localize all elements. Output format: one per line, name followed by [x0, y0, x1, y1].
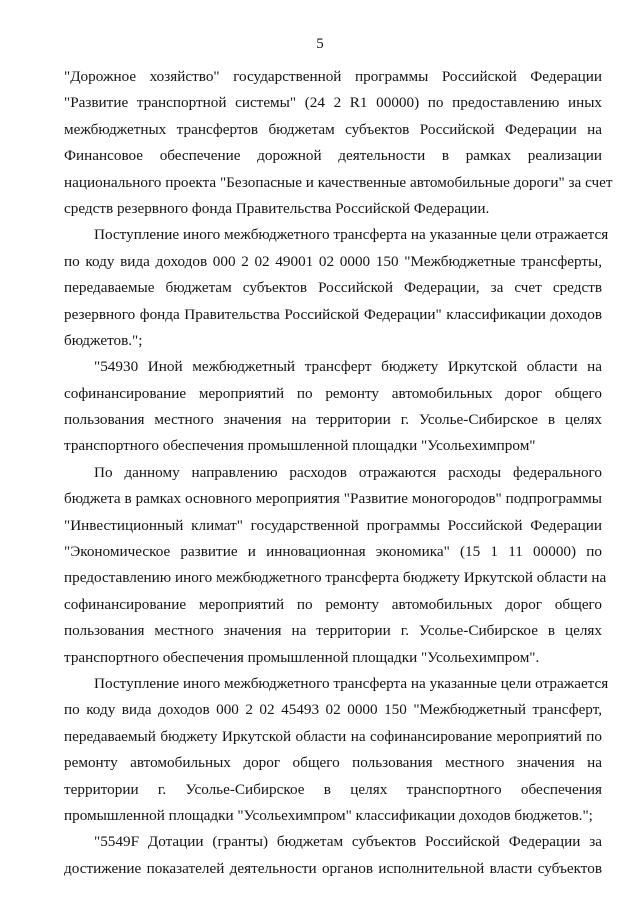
text-line: пользования местного значения на территории г. Усолье-Сибирское в целях — [64, 622, 602, 640]
text-line: передаваемый бюджету Иркутской области на софинансирование мероприятий по — [64, 727, 602, 745]
text-line: транспортного обеспечения промышленной площадки "Усольехимпром" — [64, 437, 536, 455]
text-line: промышленной площадки "Усольехимпром" классификации доходов бюджетов."; — [64, 806, 593, 824]
text-line: межбюджетных трансфертов бюджетам субъектов Российской Федерации на — [64, 120, 602, 138]
text-line: бюджетов."; — [64, 331, 143, 349]
text-line: пользования местного значения на территории г. Усолье-Сибирское в целях — [64, 411, 602, 429]
text-line: "Дорожное хозяйство" государственной программы Российской Федерации — [64, 68, 602, 85]
text-line: По данному направлению расходов отражаются расходы федерального — [94, 463, 602, 481]
text-line: Поступление иного межбюджетного трансферта на указанные цели отражается — [94, 226, 609, 244]
text-line: "Экономическое развитие и инновационная экономика" (15 1 11 00000) по — [64, 543, 602, 561]
text-line: территории г. Усолье-Сибирское в целях транспортного обеспечения — [64, 780, 602, 798]
text-line: бюджета в рамках основного мероприятия "Развитие моногородов" подпрограммы — [64, 490, 602, 508]
text-line: транспортного обеспечения промышленной площадки "Усольехимпром". — [64, 648, 540, 666]
text-line: предоставлению иного межбюджетного трансферта бюджету Иркутской области на — [64, 569, 607, 587]
text-line: передаваемые бюджетам субъектов Российской Федерации, за счет средств — [64, 279, 602, 297]
text-line: средств резервного фонда Правительства Российской Федерации. — [64, 199, 490, 217]
text-line: софинансирование мероприятий по ремонту автомобильных дорог общего — [64, 595, 602, 613]
text-line: ремонту автомобильных дорог общего пользования местного значения на — [64, 754, 602, 772]
page-number: 5 — [316, 36, 324, 52]
text-line: достижение показателей деятельности органов исполнительной власти субъектов — [64, 859, 602, 877]
text-line: резервного фонда Правительства Российской Федерации" классификации доходов — [64, 305, 602, 323]
text-line: "54930 Иной межбюджетный трансферт бюджету Иркутской области на — [94, 358, 602, 376]
body-text — [64, 64, 613, 882]
text-line: по коду вида доходов 000 2 02 49001 02 0000 150 "Межбюджетные трансферты, — [64, 252, 602, 270]
text-line: Поступление иного межбюджетного трансферта на указанные цели отражается — [94, 674, 609, 692]
text-line: "Инвестиционный климат" государственной программы Российской Федерации — [64, 516, 602, 534]
text-line: Финансовое обеспечение дорожной деятельности в рамках реализации — [64, 147, 602, 165]
text-line: "5549F Дотации (гранты) бюджетам субъектов Российской Федерации за — [94, 833, 602, 851]
text-line: национального проекта "Безопасные и качественные автомобильные дороги" за счет — [64, 173, 613, 191]
text-line: по коду вида доходов 000 2 02 45493 02 0000 150 "Межбюджетный трансферт, — [64, 701, 602, 719]
text-line: "Развитие транспортной системы" (24 2 R1 00000) по предоставлению иных — [64, 94, 602, 112]
text-line: софинансирование мероприятий по ремонту автомобильных дорог общего — [64, 384, 602, 402]
